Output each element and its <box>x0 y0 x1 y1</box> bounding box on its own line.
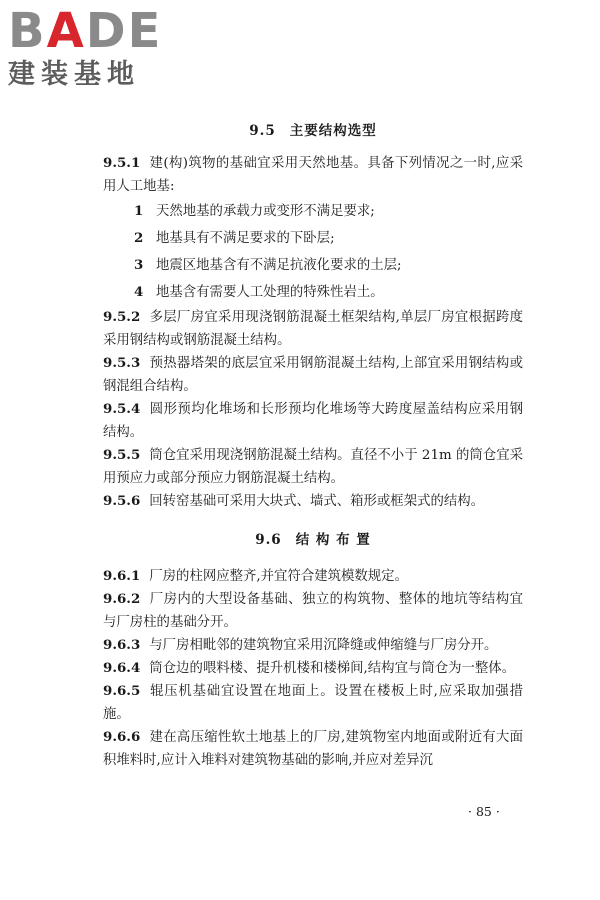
logo-letter-b: B <box>8 3 47 59</box>
item-text: 地基含有需要人工处理的特殊性岩土。 <box>156 285 384 300</box>
clause-number: 9.6.2 <box>103 591 141 607</box>
clause-text: 回转窑基础可采用大块式、墙式、箱形或框架式的结构。 <box>149 494 485 509</box>
clause-9-5-3 <box>103 352 523 398</box>
clause-9-6-3 <box>103 634 523 657</box>
clause-text: 筒仓宜采用现浇钢筋混凝土结构。直径不小于 21m 的筒仓宜采用预应力或部分预应力钢筋混凝土结构。 <box>103 448 523 486</box>
clause-text: 厂房内的大型设备基础、独立的构筑物、整体的地坑等结构宜与厂房柱的基础分开。 <box>103 592 523 630</box>
item-text: 地震区地基含有不满足抗液化要求的土层; <box>156 258 402 273</box>
clause-9-6-5 <box>103 680 523 726</box>
section-heading: 主要结构选型 <box>289 123 377 139</box>
list-item <box>103 225 523 252</box>
clause-number: 9.5.3 <box>103 355 141 371</box>
brand-logo <box>8 3 178 92</box>
logo-letter-a: A <box>46 3 86 59</box>
clause-number: 9.5.1 <box>103 155 141 171</box>
clause-text: 预热器塔架的底层宜采用钢筋混凝土结构,上部宜采用钢结构或钢混组合结构。 <box>103 356 523 394</box>
clause-text: 辊压机基础宜设置在地面上。设置在楼板上时,应采取加强措施。 <box>103 684 523 722</box>
section-number: 9.5 <box>249 123 276 139</box>
clause-9-5-2 <box>103 306 523 352</box>
clause-9-5-5 <box>103 444 523 490</box>
item-number: 2 <box>134 230 144 246</box>
document-body <box>103 118 523 772</box>
clause-9-5-6 <box>103 490 523 513</box>
clause-text: 厂房的柱网应整齐,并宜符合建筑模数规定。 <box>149 569 408 584</box>
clause-number: 9.6.5 <box>103 683 141 699</box>
clause-number: 9.5.4 <box>103 401 141 417</box>
clause-9-6-2 <box>103 588 523 634</box>
clause-9-6-1 <box>103 565 523 588</box>
clause-text: 建(构)筑物的基础宜采用天然地基。具备下列情况之一时,应采用人工地基: <box>103 156 523 194</box>
clause-9-5-1 <box>103 152 523 198</box>
clause-9-5-4 <box>103 398 523 444</box>
list-item <box>103 279 523 306</box>
page-number: · 85 · <box>468 804 500 819</box>
item-text: 天然地基的承载力或变形不满足要求; <box>156 204 375 219</box>
section-title-9-5 <box>103 118 523 144</box>
list-item <box>103 252 523 279</box>
section-number: 9.6 <box>255 532 282 548</box>
clause-text: 筒仓边的喂料楼、提升机楼和楼梯间,结构宜与筒仓为一整体。 <box>149 661 516 676</box>
clause-text: 建在高压缩性软土地基上的厂房,建筑物室内地面或附近有大面积堆料时,应计入堆料对建筑物基础的影响,并应对差异沉 <box>103 730 523 768</box>
section-heading: 结 构 布 置 <box>295 532 371 548</box>
item-number: 3 <box>134 257 144 273</box>
clause-9-6-4 <box>103 657 523 680</box>
logo-wordmark <box>8 3 178 59</box>
clause-number: 9.5.6 <box>103 493 141 509</box>
item-number: 1 <box>134 203 144 219</box>
logo-letters-de: DE <box>85 3 163 59</box>
clause-number: 9.6.1 <box>103 568 141 584</box>
section-title-9-6 <box>103 527 523 553</box>
clause-number: 9.6.4 <box>103 660 141 676</box>
clause-text: 多层厂房宜采用现浇钢筋混凝土框架结构,单层厂房宜根据跨度采用钢结构或钢筋混凝土结构。 <box>103 310 523 348</box>
clause-9-6-6 <box>103 726 523 772</box>
item-number: 4 <box>134 284 144 300</box>
clause-number: 9.5.5 <box>103 447 141 463</box>
clause-number: 9.5.2 <box>103 309 141 325</box>
list-item <box>103 198 523 225</box>
logo-tagline: 建装基地 <box>8 59 140 90</box>
item-text: 地基具有不满足要求的下卧层; <box>156 231 335 246</box>
clause-text: 圆形预均化堆场和长形预均化堆场等大跨度屋盖结构应采用钢结构。 <box>103 402 523 440</box>
clause-text: 与厂房相毗邻的建筑物宜采用沉降缝或伸缩缝与厂房分开。 <box>149 638 498 653</box>
clause-number: 9.6.3 <box>103 637 141 653</box>
clause-number: 9.6.6 <box>103 729 141 745</box>
